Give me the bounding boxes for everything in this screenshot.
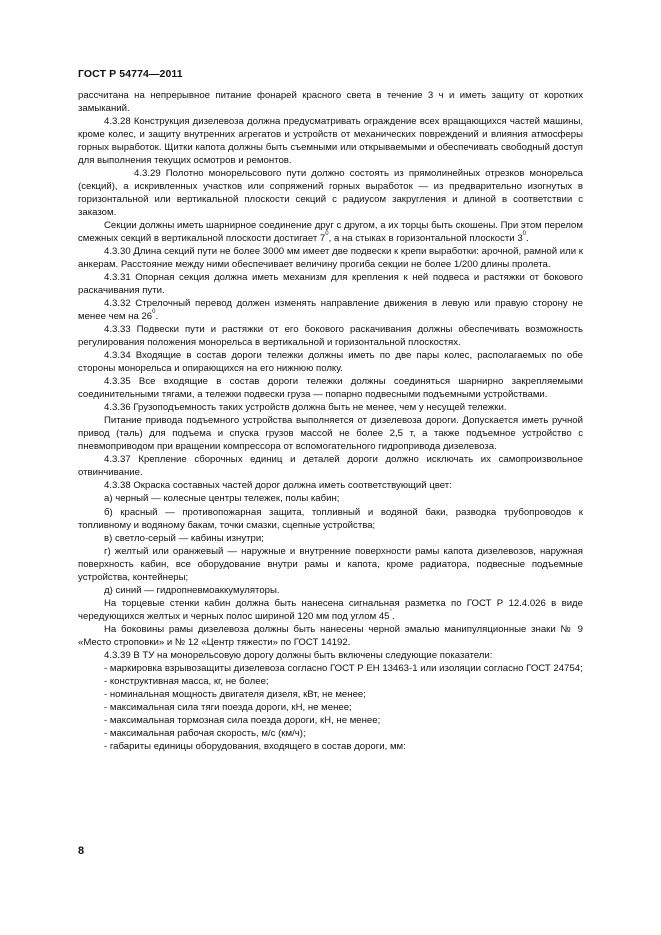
paragraph: 4.3.33 Подвески пути и растяжки от его бокового раскачивания должны обеспечивать возможность регулирования положения монорельса в вертикальной и горизонтальной плоскостях. <box>78 324 583 349</box>
list-item: а) черный — колесные центры тележек, полы кабин; <box>104 493 340 505</box>
list-item: - максимальная рабочая скорость, м/с (км/ч); <box>104 727 306 739</box>
degree-mark: 0 <box>325 231 329 238</box>
text-run: На торцевые стенки кабин должна быть нанесена сигнальная разметка по ГОСТ Р 12.4.026 в виде чередующихся желтых и черных полос шириной 120 мм под углом 45 <box>78 597 583 622</box>
paragraph: На боковины рамы дизелевоза должны быть нанесены черной эмалью манипуляционные знаки № 9 «Место строповки» и № 12 «Центр тяжести» по ГОСТ 14192. <box>78 623 583 648</box>
paragraph <box>78 297 583 323</box>
text-run: . <box>155 311 159 323</box>
list-item: - маркировка взрывозащиты дизелевоза согласно ГОСТ Р ЕН 13463-1 или изоляции согласно ГОСТ 24754; <box>104 662 583 674</box>
list-item: г) желтый или оранжевый — наружные и внутренние поверхности рамы капота дизелевозов, наружная поверхность кабин, все оборудование внутри рамы и капота, кроме радиатора, подвесные подъемные устройства, контейнеры; <box>78 545 583 583</box>
text-run: 4.3.32 Стрелочный перевод должен изменять направление движения в левую или правую сторону не менее чем на 26 <box>78 298 583 323</box>
paragraph: 4.3.36 Грузоподъемность таких устройств должна быть не менее, чем у несущей тележки. <box>104 402 507 414</box>
paragraph: 4.3.39 В ТУ на монорельсовую дорогу должны быть включены следующие показатели: <box>104 649 493 661</box>
paragraph: 4.3.35 Все входящие в состав дороги тележки должны соединяться шарнирно закрепляемыми соединительными тягами, а тележки подвески груза — попарно подвесными подъемными устройствами. <box>78 376 583 401</box>
text-run: . <box>526 233 529 245</box>
list-item: - максимальная сила тяги поезда дороги, кН, не менее; <box>104 701 352 713</box>
list-item: в) светло-серый — кабины изнутри; <box>104 532 264 544</box>
paragraph: 4.3.34 Входящие в состав дороги тележки должны иметь по две пары колес, располагаемых по обе стороны монорельса и опирающихся на его нижнюю полку. <box>78 350 583 375</box>
document-header: ГОСТ Р 54774—2011 <box>78 68 183 80</box>
paragraph: 4.3.38 Окраска составных частей дорог должна иметь соответствующий цвет: <box>104 480 452 492</box>
paragraph <box>78 219 583 245</box>
list-item: б) красный — противопожарная защита, топливный и водяной баки, разводка трубопроводов к топливному и водяному бакам, точки смазки, сцепные устройства; <box>78 506 583 531</box>
paragraph: 4.3.29 Полотно монорельсового пути должно состоять из прямолинейных отрезков монорельса (секций), а искривленных участков или сопряжений горных выработок — из предварительно изогнутых в горизонтальной или вертикальной плоскости секций с радиусом закругления и длиной в соответствии с заказом. <box>78 168 583 219</box>
paragraph: 4.3.37 Крепление сборочных единиц и деталей дороги должно исключать их самопроизвольное отвинчивание. <box>78 454 583 479</box>
paragraph: 4.3.30 Длина секций пути не более 3000 мм имеет две подвески к крепи выработки: арочной, рамной или к анкерам. Расстояние между ними обеспечивает величину прогиба секции не более 1/200 длины пролета. <box>78 246 583 271</box>
degree-mark: ° <box>389 608 392 615</box>
list-item: д) синий — гидропневмоаккумуляторы. <box>104 584 280 596</box>
paragraph: 4.3.31 Опорная секция должна иметь механизм для крепления к ней подвеса и растяжки от бокового раскачивания пути. <box>78 272 583 297</box>
degree-mark: 0 <box>152 309 156 316</box>
paragraph <box>78 597 583 623</box>
text-run: , а на стыках в горизонтальной плоскости 3 <box>328 233 523 245</box>
list-item: - конструктивная масса, кг, не более; <box>104 675 269 687</box>
list-item: - максимальная тормозная сила поезда дороги, кН, не менее; <box>104 714 381 726</box>
text-run: Секции должны иметь шарнирное соединение друг с другом, а их торцы быть скошены. При этом перелом смежных секций в вертикальной плоскости достигает 7 <box>78 220 583 245</box>
list-item: - номинальная мощность двигателя дизеля, кВт, не менее; <box>104 688 366 700</box>
paragraph: Питание привода подъемного устройства выполняется от дизелевоза дороги. Допускается иметь ручной привод (таль) для подъема и спуска грузов массой не более 2,5 т, а также подъемное устройство с пневмоприводом при вращении компрессора от вспомогательного гидропривода дизелевоза. <box>78 415 583 453</box>
degree-mark: 0 <box>522 231 526 238</box>
paragraph: 4.3.28 Конструкция дизелевоза должна предусматривать ограждение всех вращающихся частей машины, кроме колес, и защиту внутренних агрегатов и устройств от механических повреждений и влияния атмосферы горных выработок. Щитки капота должны быть съемными или открываемыми и обеспечивать свободный доступ для выполнения текущих осмотров и ремонтов. <box>78 116 583 167</box>
text-run: . <box>391 610 395 622</box>
paragraph: рассчитана на непрерывное питание фонарей красного света в течение 3 ч и иметь защиту от коротких замыканий. <box>78 90 583 115</box>
document-body <box>78 89 583 753</box>
page-number: 8 <box>78 845 85 857</box>
list-item: - габариты единицы оборудования, входящего в состав дороги, мм: <box>104 740 406 752</box>
